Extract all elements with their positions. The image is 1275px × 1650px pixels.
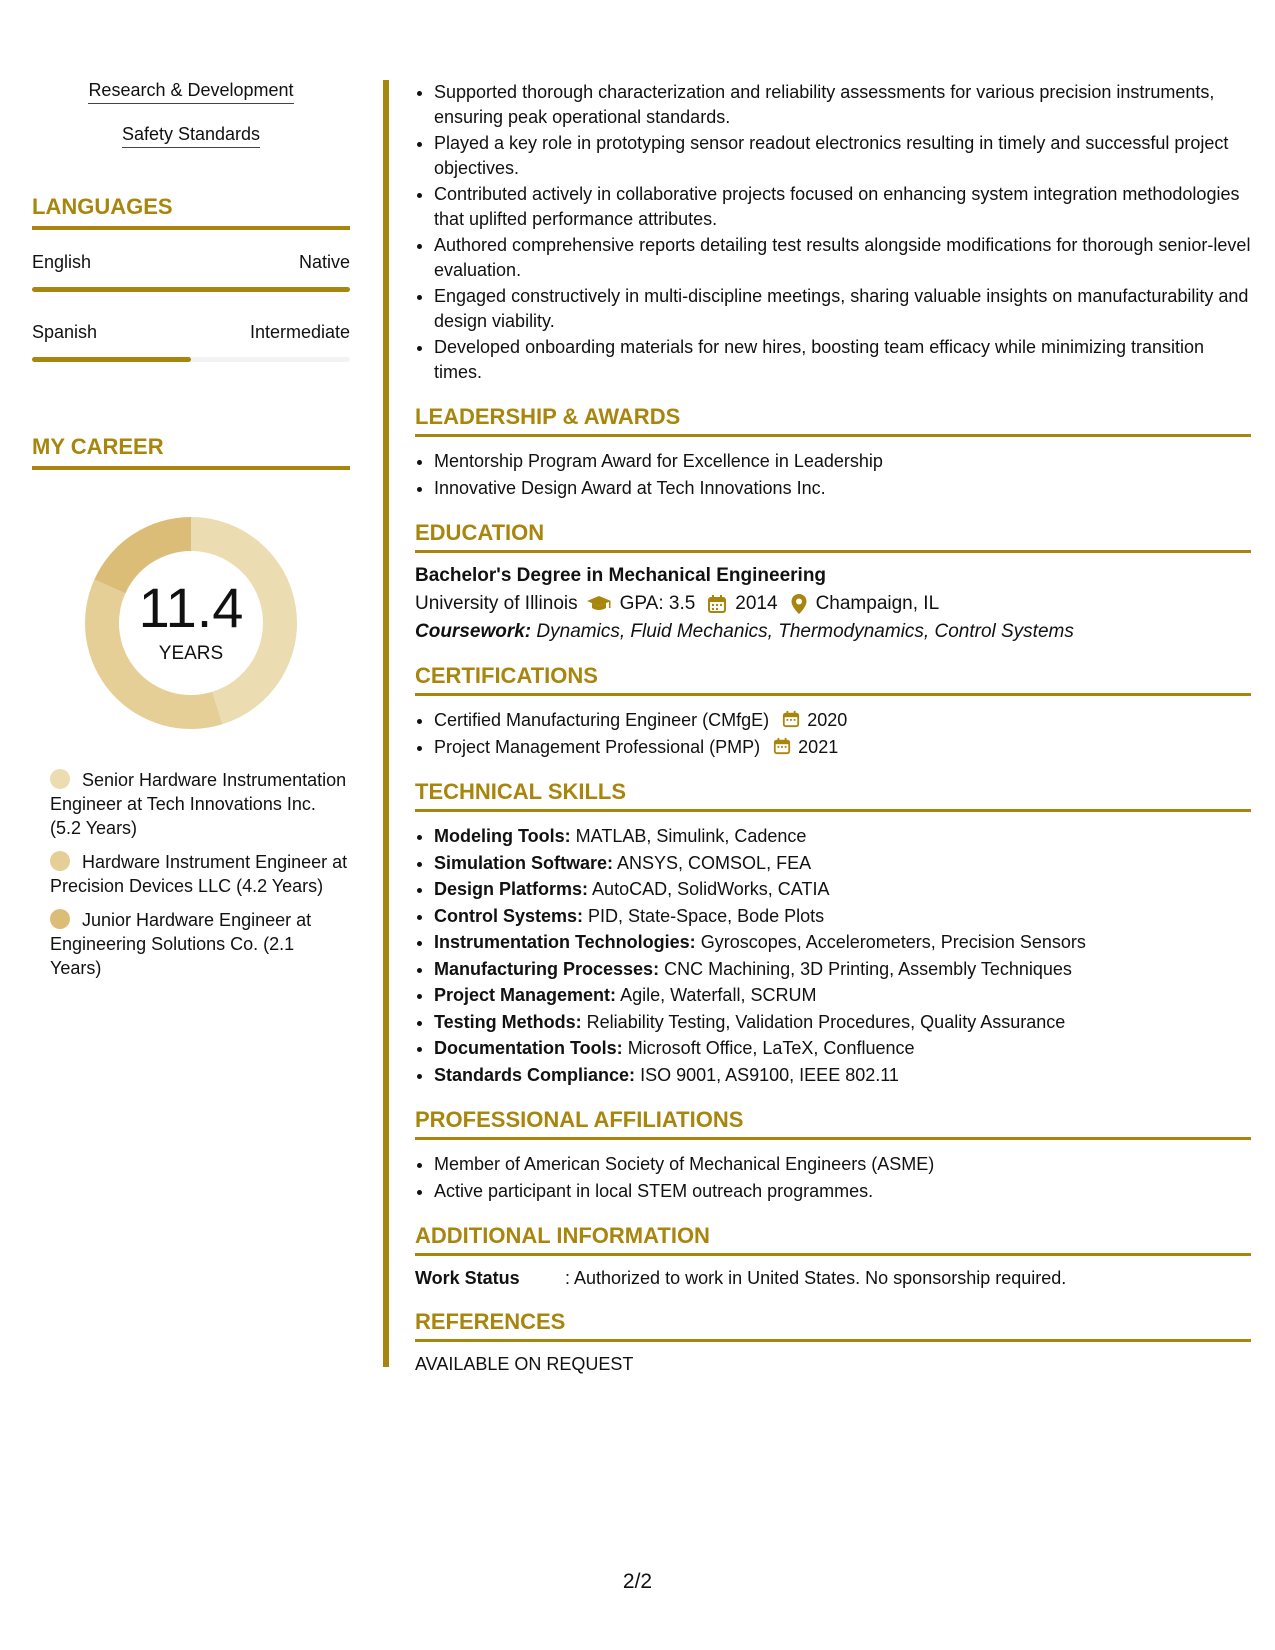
- list-item: • Engaged constructively in multi-discipline meetings, sharing valuable insights on manufacturability and design viability.: [434, 284, 1251, 333]
- skill-value: MATLAB, Simulink, Cadence: [575, 826, 807, 846]
- skill-tags: [32, 80, 350, 168]
- skill-value: ANSYS, COMSOL, FEA: [617, 852, 812, 873]
- skill-item: [434, 824, 1251, 849]
- legend-dot: [50, 851, 70, 871]
- list-item: [434, 735, 1251, 760]
- skill-value: Microsoft Office, LaTeX, Confluence: [627, 1038, 915, 1058]
- skill-label: Instrumentation Technologies:: [434, 932, 696, 952]
- skill-label: Modeling Tools:: [434, 826, 571, 846]
- certification-name: Project Management Professional (PMP): [434, 736, 761, 757]
- skill-label: Design Platforms:: [434, 879, 589, 899]
- list-item: • Active participant in local STEM outreach programmes.: [434, 1179, 1251, 1204]
- skill-tag: Safety Standards: [122, 124, 260, 148]
- skill-value: CNC Machining, 3D Printing, Assembly Techniques: [664, 958, 1072, 979]
- left-column: [32, 80, 350, 990]
- experience-bullets: [415, 80, 1251, 384]
- leadership-heading: LEADERSHIP & AWARDS: [415, 404, 1251, 437]
- skill-item: [434, 1063, 1251, 1088]
- skill-value: AutoCAD, SolidWorks, CATIA: [592, 879, 830, 899]
- language-level: Intermediate: [249, 322, 350, 342]
- list-item: • Mentorship Program Award for Excellence in Leadership: [434, 449, 1251, 474]
- career-total-years: 11.4: [138, 576, 244, 639]
- skill-item: [434, 851, 1251, 876]
- list-item: • Member of American Society of Mechanical Engineers (ASME): [434, 1152, 1251, 1177]
- skill-label: Documentation Tools:: [434, 1038, 623, 1058]
- language-name: English: [32, 252, 92, 272]
- school-name: University of Illinois: [415, 593, 578, 614]
- references-heading: REFERENCES: [415, 1309, 1251, 1342]
- affiliations-list: [415, 1152, 1251, 1203]
- education-heading: EDUCATION: [415, 520, 1251, 553]
- languages-heading: LANGUAGES: [32, 194, 350, 230]
- skill-label: Simulation Software:: [434, 852, 614, 873]
- career-legend: [32, 768, 350, 980]
- gpa: GPA: 3.5: [619, 593, 696, 614]
- skill-value: ISO 9001, AS9100, IEEE 802.11: [640, 1064, 899, 1085]
- calendar-icon: [782, 710, 800, 728]
- skill-value: Reliability Testing, Validation Procedures, Quality Assurance: [586, 1011, 1066, 1032]
- education-details: [415, 593, 1251, 615]
- list-item: • Developed onboarding materials for new hires, boosting team efficacy while minimizing transition times.: [434, 335, 1251, 384]
- calendar-icon: [707, 594, 727, 614]
- work-status-label: Work Status: [415, 1268, 520, 1288]
- graduation-year: 2014: [735, 593, 778, 614]
- career-legend-item: [50, 768, 350, 840]
- career-heading: MY CAREER: [32, 434, 350, 470]
- career-legend-text: Hardware Instrument Engineer at Precision Devices LLC (4.2 Years): [50, 852, 348, 896]
- coursework-label: Coursework:: [415, 621, 532, 642]
- certifications-list: [415, 708, 1251, 759]
- skill-label: Standards Compliance:: [434, 1064, 636, 1085]
- career-legend-item: [50, 850, 350, 898]
- skill-label: Project Management:: [434, 985, 617, 1005]
- career-legend-text: Junior Hardware Engineer at Engineering Solutions Co. (2.1 Years): [50, 910, 312, 978]
- skill-tag: Research & Development: [88, 80, 293, 104]
- graduation-cap-icon: [586, 594, 612, 614]
- career-legend-item: [50, 908, 350, 980]
- skill-label: Control Systems:: [434, 905, 584, 926]
- coursework: [415, 621, 1251, 643]
- career-donut-chart: [76, 508, 306, 738]
- list-item: [434, 708, 1251, 733]
- list-item: • Authored comprehensive reports detailing test results alongside modifications for thorough senior-level evaluation.: [434, 233, 1251, 282]
- affiliations-heading: PROFESSIONAL AFFILIATIONS: [415, 1107, 1251, 1140]
- language-bar-fill: [32, 357, 191, 362]
- language-english: [32, 252, 350, 292]
- legend-dot: [50, 909, 70, 929]
- certification-name: Certified Manufacturing Engineer (CMfgE): [434, 710, 770, 730]
- certification-year: 2021: [798, 736, 839, 757]
- skill-item: [434, 904, 1251, 929]
- technical-skills-list: [415, 824, 1251, 1087]
- skill-value: Gyroscopes, Accelerometers, Precision Sensors: [700, 932, 1086, 952]
- skill-item: [434, 930, 1251, 955]
- skill-item: [434, 1036, 1251, 1061]
- location-pin-icon: [790, 593, 808, 615]
- skill-value: Agile, Waterfall, SCRUM: [620, 985, 817, 1005]
- language-bar: [32, 357, 350, 362]
- skill-item: [434, 983, 1251, 1008]
- list-item: • Innovative Design Award at Tech Innovations Inc.: [434, 476, 1251, 501]
- degree-title: Bachelor's Degree in Mechanical Engineering: [415, 565, 827, 586]
- page-number: 2/2: [622, 1570, 653, 1593]
- language-name: Spanish: [32, 322, 98, 342]
- language-bar: [32, 287, 350, 292]
- list-item: • Supported thorough characterization and reliability assessments for various precision instruments, ensuring peak operational standards.: [434, 80, 1251, 129]
- work-status-value: : Authorized to work in United States. No sponsorship required.: [565, 1268, 1067, 1288]
- school-location: Champaign, IL: [815, 593, 940, 614]
- certification-year: 2020: [807, 710, 848, 730]
- skill-label: Testing Methods:: [434, 1011, 582, 1032]
- skill-item: [434, 1010, 1251, 1035]
- skill-item: [434, 957, 1251, 982]
- language-level: Native: [298, 252, 350, 272]
- coursework-list: Dynamics, Fluid Mechanics, Thermodynamics, Control Systems: [536, 621, 1074, 642]
- technical-skills-heading: TECHNICAL SKILLS: [415, 779, 1251, 812]
- legend-dot: [50, 769, 70, 789]
- right-column: [415, 80, 1251, 1375]
- work-status-row: [415, 1268, 1251, 1289]
- language-spanish: [32, 322, 350, 362]
- list-item: • Contributed actively in collaborative projects focused on enhancing system integration methodologies that uplifted performance attributes.: [434, 182, 1251, 231]
- references-text: AVAILABLE ON REQUEST: [415, 1354, 634, 1374]
- certifications-heading: CERTIFICATIONS: [415, 663, 1251, 696]
- skill-value: PID, State-Space, Bode Plots: [588, 905, 825, 926]
- additional-info-heading: ADDITIONAL INFORMATION: [415, 1223, 1251, 1256]
- language-bar-fill: [32, 287, 350, 292]
- career-years-label: YEARS: [158, 643, 224, 664]
- list-item: • Played a key role in prototyping sensor readout electronics resulting in timely and successful project objectives.: [434, 131, 1251, 180]
- skill-label: Manufacturing Processes:: [434, 958, 660, 979]
- skill-item: [434, 877, 1251, 902]
- calendar-icon: [773, 737, 791, 755]
- column-divider: [383, 80, 389, 1367]
- career-legend-text: Senior Hardware Instrumentation Engineer at Tech Innovations Inc. (5.2 Years): [50, 770, 347, 838]
- leadership-list: [415, 449, 1251, 500]
